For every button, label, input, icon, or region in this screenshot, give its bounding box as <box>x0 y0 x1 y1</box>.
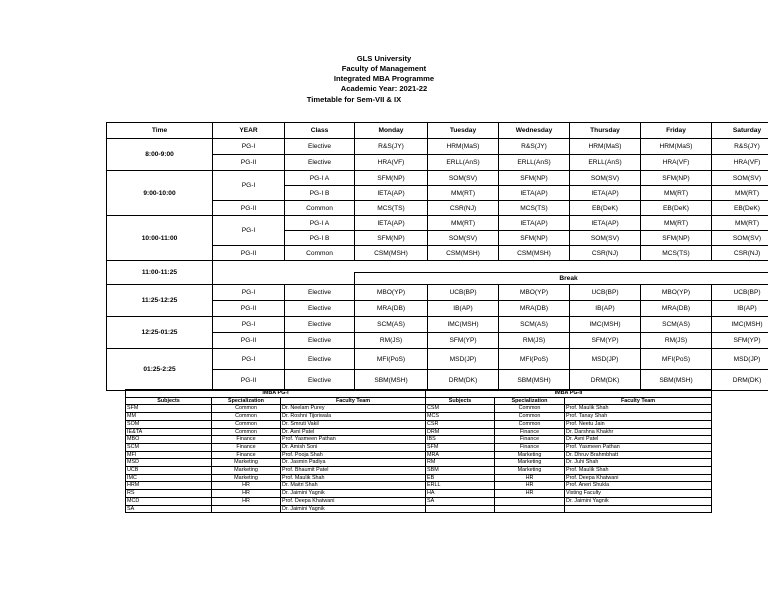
faculty-cell: Dr. Avni Patel <box>565 436 712 444</box>
table-row <box>126 436 712 444</box>
lecture-cell: MBO(YP) <box>355 285 428 301</box>
lecture-cell: RM(JS) <box>355 333 428 349</box>
lecture-cell: SFM(NP) <box>355 231 428 246</box>
specialization-cell: HR <box>495 474 565 482</box>
table-row <box>126 420 712 428</box>
lecture-cell: SOM(SV) <box>712 171 768 186</box>
table-row <box>126 451 712 459</box>
faculty-cell: Dr. Dhruv Brahmbhatt <box>565 451 712 459</box>
class-cell: Elective <box>285 155 355 171</box>
col-wednesday: Wednesday <box>499 123 570 139</box>
lecture-cell: IETA(AP) <box>570 186 641 201</box>
lecture-cell: MRA(DB) <box>499 301 570 317</box>
lecture-cell: SFM(YP) <box>570 333 641 349</box>
subject-cell: DRM <box>426 428 495 436</box>
faculty-cell: Prof. Yasmeen Pathan <box>281 436 426 444</box>
faculty-cell: Dr. Darshna Khakhr <box>565 428 712 436</box>
lecture-cell: HRA(VF) <box>712 155 768 171</box>
faculty-cell: Dr. Jaimini Yagnik <box>565 497 712 505</box>
col-class: Class <box>285 123 355 139</box>
lecture-cell: SFM(YP) <box>428 333 499 349</box>
lecture-cell: HRM(MaS) <box>570 139 641 155</box>
lecture-cell: IB(AP) <box>428 301 499 317</box>
specialization-cell: Finance <box>212 443 281 451</box>
lecture-cell: IMC(MSH) <box>570 317 641 333</box>
table-row <box>126 459 712 467</box>
time-cell: 11:00-11:25 <box>107 261 213 285</box>
subject-cell: SOM <box>126 420 212 428</box>
timetable-header-row <box>107 123 768 139</box>
table-row <box>126 482 712 490</box>
faculty-cell: Prof. Neetu Jain <box>565 420 712 428</box>
table-row <box>126 490 712 498</box>
col-thursday: Thursday <box>570 123 641 139</box>
faculty-name: Faculty of Management <box>341 64 427 73</box>
specialization-cell: Marketing <box>212 474 281 482</box>
timetable-title: Timetable for Sem-VII & IX <box>306 95 402 104</box>
lecture-cell: R&S(JY) <box>355 139 428 155</box>
lecture-cell: MSD(JP) <box>712 349 768 370</box>
class-cell: Elective <box>285 301 355 317</box>
subject-cell: IBS <box>426 436 495 444</box>
lecture-cell: SFM(NP) <box>641 231 712 246</box>
subject-cell: SFM <box>126 405 212 413</box>
faculty-cell: Prof. Bhaumit Patel <box>281 467 426 475</box>
lecture-cell: SBM(MSH) <box>499 370 570 391</box>
subject-cell: MFI <box>126 451 212 459</box>
lecture-cell: IMC(MSH) <box>428 317 499 333</box>
table-row <box>126 428 712 436</box>
lecture-cell: HRM(MaS) <box>641 139 712 155</box>
col-specialization: Specialization <box>212 397 281 405</box>
specialization-cell: Common <box>212 420 281 428</box>
lecture-cell: MSD(JP) <box>428 349 499 370</box>
lecture-cell: CSM(MSH) <box>428 246 499 261</box>
lecture-cell: RM(JS) <box>641 333 712 349</box>
specialization-cell: HR <box>212 482 281 490</box>
specialization-cell <box>212 505 281 513</box>
faculty-cell: Prof. Maulik Shah <box>281 474 426 482</box>
table-row <box>126 497 712 505</box>
lecture-cell: IMC(MSH) <box>712 317 768 333</box>
faculty-cell: Prof. Aneri Shukla <box>565 482 712 490</box>
lecture-cell: CSM(MSH) <box>499 246 570 261</box>
faculty-body <box>126 405 712 513</box>
table-row <box>107 285 768 301</box>
faculty-cell: Dr. Neelam Purey <box>281 405 426 413</box>
lecture-cell: HRA(VF) <box>641 155 712 171</box>
col-subjects: Subjects <box>126 397 212 405</box>
lecture-cell: SOM(SV) <box>570 171 641 186</box>
lecture-cell: MM(RT) <box>641 216 712 231</box>
specialization-cell: Common <box>212 428 281 436</box>
lecture-cell: SFM(NP) <box>499 171 570 186</box>
year-cell: PG-II <box>213 155 285 171</box>
table-row <box>126 505 712 513</box>
specialization-cell: HR <box>212 490 281 498</box>
col-faculty-team: Faculty Team <box>281 397 426 405</box>
specialization-cell: Common <box>212 413 281 421</box>
specialization-cell: Common <box>495 413 565 421</box>
specialization-cell: Common <box>212 405 281 413</box>
lecture-cell: IB(AP) <box>712 301 768 317</box>
faculty-cell: Prof. Maulik Shah <box>565 467 712 475</box>
lecture-cell: MM(RT) <box>712 186 768 201</box>
year-cell: PG-I <box>213 139 285 155</box>
time-cell: 9:00-10:00 <box>107 171 213 216</box>
specialization-cell: Finance <box>212 436 281 444</box>
lecture-cell: RM(JS) <box>499 333 570 349</box>
lecture-cell: MCS(TS) <box>641 246 712 261</box>
subject-cell: SA <box>126 505 212 513</box>
lecture-cell: EB(DeK) <box>712 201 768 216</box>
pg2-title: IMBA PG-II <box>426 390 712 398</box>
faculty-cell: Prof. Yasmeen Pathan <box>565 443 712 451</box>
lecture-cell: MFI(PoS) <box>499 349 570 370</box>
lecture-cell: SCM(AS) <box>355 317 428 333</box>
class-cell: Elective <box>285 370 355 391</box>
year-cell: PG-I <box>213 349 285 370</box>
lecture-cell: IETA(AP) <box>355 216 428 231</box>
lecture-cell: IETA(AP) <box>570 216 641 231</box>
table-row <box>126 467 712 475</box>
class-cell: Common <box>285 201 355 216</box>
faculty-cell: Dr. Amish Soni <box>281 443 426 451</box>
specialization-cell <box>495 505 565 513</box>
lecture-cell: SFM(NP) <box>355 171 428 186</box>
specialization-cell: Finance <box>495 436 565 444</box>
lecture-cell: UCB(BP) <box>428 285 499 301</box>
time-cell: 10:00-11:00 <box>107 216 213 261</box>
table-row <box>107 171 768 186</box>
lecture-cell: MSD(JP) <box>570 349 641 370</box>
specialization-cell: Finance <box>495 443 565 451</box>
col-monday: Monday <box>355 123 428 139</box>
subject-cell: MM <box>126 413 212 421</box>
break-blank <box>213 261 768 273</box>
lecture-cell: MFI(PoS) <box>355 349 428 370</box>
time-cell: 11:25-12:25 <box>107 285 213 317</box>
lecture-cell: CSR(NJ) <box>570 246 641 261</box>
lecture-cell: MBO(YP) <box>499 285 570 301</box>
lecture-cell: CSR(NJ) <box>712 246 768 261</box>
lecture-cell: MCS(TS) <box>355 201 428 216</box>
year-cell: PG-II <box>213 333 285 349</box>
faculty-cell: Dr. Jasmin Padiya <box>281 459 426 467</box>
subject-cell: HRM <box>126 482 212 490</box>
col-friday: Friday <box>641 123 712 139</box>
time-cell: 12:25-01:25 <box>107 317 213 349</box>
academic-year: Academic Year: 2021-22 <box>340 84 428 93</box>
faculty-cell: Prof. Tanay Shah <box>565 413 712 421</box>
subject-cell: SFM <box>426 443 495 451</box>
faculty-cell: Dr. Maitri Shah <box>281 482 426 490</box>
col-faculty-team: Faculty Team <box>565 397 712 405</box>
subject-cell: CSM <box>426 405 495 413</box>
year-cell: PG-II <box>213 370 285 391</box>
time-cell: 01:25-2:25 <box>107 349 213 391</box>
subject-cell: IMC <box>126 474 212 482</box>
faculty-cell: Prof. Deepa Khatwani <box>565 474 712 482</box>
col-saturday: Saturday <box>712 123 768 139</box>
subject-cell: UCB <box>126 467 212 475</box>
timetable <box>106 122 768 391</box>
lecture-cell: UCB(BP) <box>712 285 768 301</box>
year-cell: PG-I <box>213 285 285 301</box>
class-cell: Elective <box>285 333 355 349</box>
class-cell: PG-I B <box>285 231 355 246</box>
lecture-cell: SOM(SV) <box>428 231 499 246</box>
subject-cell: MBO <box>126 436 212 444</box>
faculty-cell: Dr. Smruti Vakil <box>281 420 426 428</box>
lecture-cell: DRM(DK) <box>570 370 641 391</box>
lecture-cell: HRA(VF) <box>355 155 428 171</box>
programme-name: Integrated MBA Programme <box>333 74 435 83</box>
faculty-cell: Prof. Deepa Khatwani <box>281 497 426 505</box>
year-cell: PG-I <box>213 171 285 201</box>
lecture-cell: SOM(SV) <box>428 171 499 186</box>
faculty-table <box>125 389 712 513</box>
specialization-cell: Finance <box>495 428 565 436</box>
year-cell: PG-I <box>213 317 285 333</box>
pg1-title: IMBA PG-I <box>126 390 426 398</box>
table-row <box>126 405 712 413</box>
subject-cell: MCD <box>126 497 212 505</box>
faculty-title-row <box>126 390 712 398</box>
subject-cell: SA <box>426 497 495 505</box>
university-name: GLS University <box>356 54 412 63</box>
faculty-cell: Dr. Roshni Tijoriwala <box>281 413 426 421</box>
lecture-cell: UCB(BP) <box>570 285 641 301</box>
faculty-cell: Dr. Jaimini Yagnik <box>281 490 426 498</box>
faculty-cell: Prof. Pooja Shah <box>281 451 426 459</box>
lecture-cell: R&S(JY) <box>499 139 570 155</box>
class-cell: PG-I A <box>285 171 355 186</box>
col-tuesday: Tuesday <box>428 123 499 139</box>
faculty-header-row <box>126 397 712 405</box>
subject-cell: RM <box>426 459 495 467</box>
specialization-cell: Marketing <box>212 467 281 475</box>
specialization-cell: Common <box>495 420 565 428</box>
lecture-cell: MCS(TS) <box>499 201 570 216</box>
lecture-cell: SOM(SV) <box>712 231 768 246</box>
lecture-cell: EB(DeK) <box>570 201 641 216</box>
lecture-cell: MM(RT) <box>428 216 499 231</box>
faculty-cell: Dr. Jaimini Yagnik <box>281 505 426 513</box>
specialization-cell: HR <box>212 497 281 505</box>
table-row <box>107 139 768 155</box>
lecture-cell: MM(RT) <box>428 186 499 201</box>
col-specialization: Specialization <box>495 397 565 405</box>
subject-cell: MSD <box>126 459 212 467</box>
specialization-cell: HR <box>495 482 565 490</box>
table-row <box>126 443 712 451</box>
lecture-cell: MRA(DB) <box>355 301 428 317</box>
class-cell: Elective <box>285 139 355 155</box>
lecture-cell: IETA(AP) <box>499 216 570 231</box>
subject-cell: ERLL <box>426 482 495 490</box>
faculty-cell: Prof. Maulik Shah <box>565 405 712 413</box>
lecture-cell: SFM(YP) <box>712 333 768 349</box>
lecture-cell: CSM(MSH) <box>355 246 428 261</box>
lecture-cell: HRM(MaS) <box>428 139 499 155</box>
class-cell: Elective <box>285 349 355 370</box>
lecture-cell: R&S(JY) <box>712 139 768 155</box>
subject-cell: MCS <box>426 413 495 421</box>
lecture-cell: IETA(AP) <box>499 186 570 201</box>
specialization-cell: Marketing <box>495 459 565 467</box>
break-label: Break <box>355 273 768 285</box>
col-subjects: Subjects <box>426 397 495 405</box>
lecture-cell: MFI(PoS) <box>641 349 712 370</box>
subject-cell: RS <box>126 490 212 498</box>
subject-cell: SCM <box>126 443 212 451</box>
subject-cell: IE&TA <box>126 428 212 436</box>
col-year: YEAR <box>213 123 285 139</box>
class-cell: Elective <box>285 285 355 301</box>
class-cell: PG-I A <box>285 216 355 231</box>
table-row <box>107 349 768 370</box>
subject-cell: EB <box>426 474 495 482</box>
table-row <box>107 317 768 333</box>
lecture-cell: MRA(DB) <box>641 301 712 317</box>
lecture-cell: SBM(MSH) <box>641 370 712 391</box>
subject-cell: SBM <box>426 467 495 475</box>
lecture-cell: SFM(NP) <box>641 171 712 186</box>
lecture-cell: DRM(DK) <box>428 370 499 391</box>
table-row <box>107 216 768 231</box>
specialization-cell <box>495 497 565 505</box>
lecture-cell: ERLL(AnS) <box>570 155 641 171</box>
subject-cell: MRA <box>426 451 495 459</box>
lecture-cell: MBO(YP) <box>641 285 712 301</box>
lecture-cell: SFM(NP) <box>499 231 570 246</box>
lecture-cell: SOM(SV) <box>570 231 641 246</box>
lecture-cell: SBM(MSH) <box>355 370 428 391</box>
faculty-cell: Dr. Juhi Shah <box>565 459 712 467</box>
table-row <box>126 474 712 482</box>
lecture-cell: EB(DeK) <box>641 201 712 216</box>
year-cell: PG-II <box>213 301 285 317</box>
specialization-cell: Common <box>495 405 565 413</box>
class-cell: Common <box>285 246 355 261</box>
time-cell: 8:00-9:00 <box>107 139 213 171</box>
subject-cell: HA <box>426 490 495 498</box>
subject-cell: CSR <box>426 420 495 428</box>
specialization-cell: Marketing <box>212 459 281 467</box>
faculty-cell: Visting Faculty <box>565 490 712 498</box>
specialization-cell: Marketing <box>495 467 565 475</box>
lecture-cell: IB(AP) <box>570 301 641 317</box>
faculty-cell: Dr. Avni Patel <box>281 428 426 436</box>
subject-cell <box>426 505 495 513</box>
lecture-cell: SCM(AS) <box>499 317 570 333</box>
lecture-cell: MM(RT) <box>712 216 768 231</box>
lecture-cell: SCM(AS) <box>641 317 712 333</box>
specialization-cell: HR <box>495 490 565 498</box>
col-time: Time <box>107 123 213 139</box>
lecture-cell: ERLL(AnS) <box>499 155 570 171</box>
class-cell: PG-I B <box>285 186 355 201</box>
break-blank <box>213 273 355 285</box>
table-row <box>126 413 712 421</box>
year-cell: PG-I <box>213 216 285 246</box>
year-cell: PG-II <box>213 201 285 216</box>
lecture-cell: MM(RT) <box>641 186 712 201</box>
class-cell: Elective <box>285 317 355 333</box>
lecture-cell: CSR(NJ) <box>428 201 499 216</box>
specialization-cell: Marketing <box>495 451 565 459</box>
specialization-cell: Finance <box>212 451 281 459</box>
lecture-cell: DRM(DK) <box>712 370 768 391</box>
break-row <box>107 261 768 273</box>
faculty-cell <box>565 505 712 513</box>
lecture-cell: IETA(AP) <box>355 186 428 201</box>
lecture-cell: ERLL(AnS) <box>428 155 499 171</box>
year-cell: PG-II <box>213 246 285 261</box>
